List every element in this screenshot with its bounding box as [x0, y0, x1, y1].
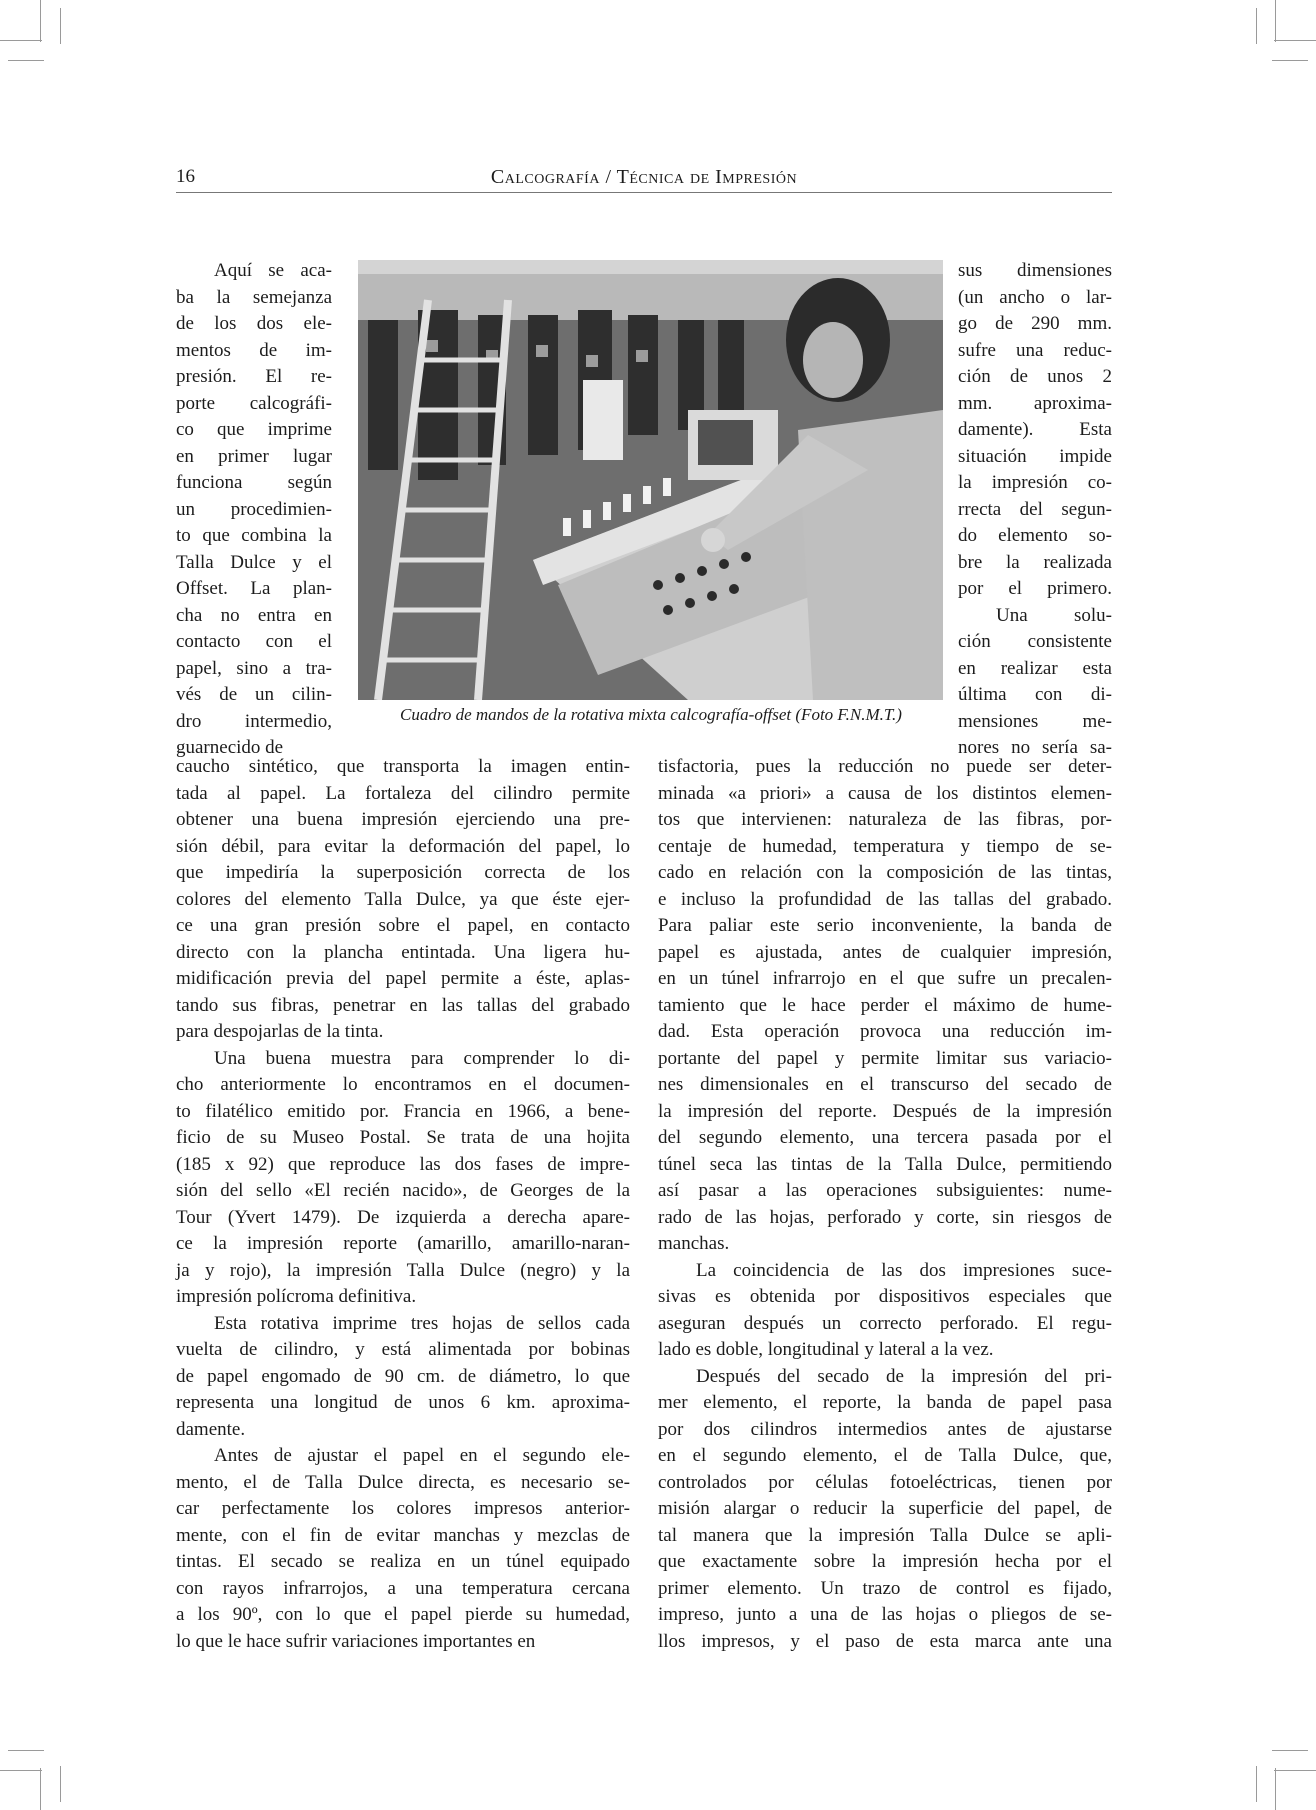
text-line: aseguran después un correcto perforado. El regu- — [658, 1312, 1112, 1334]
text-line: sión débil, para evitar la deformación del papel, lo — [176, 835, 630, 857]
text-line: vés de un cilin- — [176, 684, 332, 705]
text-line: mente, con el fin de evitar manchas y mezclas de — [176, 1524, 630, 1546]
text-line: la impresión del reporte. Después de la impresión — [658, 1100, 1112, 1122]
text-line: del segundo elemento, una tercera pasada por el — [658, 1127, 1112, 1148]
text-line: Para paliar este serio inconveniente, la banda de — [658, 915, 1112, 936]
text-line: go de 290 mm. — [958, 313, 1112, 334]
text-line: a los 90º, con lo que el papel pierde su humedad, — [176, 1604, 630, 1625]
text-line: túnel seca las tintas de la Talla Dulce, permitiendo — [658, 1153, 1112, 1175]
text-line: impresión polícroma definitiva. — [176, 1286, 417, 1307]
text-line: así pasar a las operaciones subsiguientes: nume- — [658, 1180, 1112, 1201]
text-line: damente. — [176, 1418, 246, 1440]
text-line: guarnecido de — [176, 737, 284, 758]
text-line: damente). Esta — [958, 419, 1112, 440]
text-line: tando sus fibras, penetrar en las tallas del grabado — [176, 994, 630, 1016]
crop-mark — [1275, 1768, 1276, 1810]
text-line: de los dos ele- — [176, 313, 332, 334]
text-line: car perfectamente los colores impresos anterior- — [176, 1498, 630, 1519]
control-panel-photo — [358, 260, 943, 700]
page-number: 16 — [176, 166, 195, 187]
text-line: portante del papel y permite limitar sus variacio- — [658, 1047, 1112, 1069]
text-line: dro intermedio, — [176, 710, 332, 732]
text-line: mento, el de Talla Dulce directa, es necesario se- — [176, 1471, 630, 1493]
text-line: do elemento so- — [958, 525, 1112, 546]
crop-mark — [1256, 1766, 1257, 1802]
text-line: para despojarlas de la tinta. — [176, 1021, 384, 1042]
crop-mark — [60, 1766, 61, 1802]
text-line: ba la semejanza — [176, 286, 332, 308]
text-line: impreso, junto a una de las hojas o pliegos de se- — [658, 1604, 1112, 1625]
text-line: ja y rojo), la impresión Talla Dulce (negro) y la — [176, 1259, 630, 1281]
text-line: última con di- — [958, 684, 1112, 705]
text-line: tal manera que la impresión Talla Dulce se apli- — [658, 1524, 1112, 1546]
text-line: mer elemento, el reporte, la banda de papel pasa — [658, 1392, 1112, 1413]
crop-mark — [0, 40, 42, 41]
text-line: cha no entra en — [176, 604, 332, 626]
text-line: tos que intervienen: naturaleza de las fibras, por- — [658, 809, 1112, 830]
crop-mark — [1256, 8, 1257, 44]
figure-caption: Cuadro de mandos de la rotativa mixta calcografía-offset (Foto F.N.M.T.) — [400, 705, 902, 724]
text-line: Antes de ajustar el papel en el segundo ele- — [214, 1445, 630, 1466]
text-line: vuelta de cilindro, y está alimentada por bobinas — [176, 1339, 630, 1360]
text-line: cho anteriormente lo encontramos en el documen- — [176, 1074, 630, 1095]
text-line: nes dimensionales en el transcurso del secado de — [658, 1074, 1112, 1095]
text-line: ce una gran presión sobre el papel, en contacto — [176, 915, 630, 936]
crop-mark — [40, 1768, 41, 1810]
text-line: primer elemento. Un trazo de control es fijado, — [658, 1577, 1112, 1599]
text-line: sivas es obtenida por dispositivos especiales que — [658, 1286, 1112, 1307]
text-line: tisfactoria, pues la reducción no puede ser deter- — [658, 756, 1112, 777]
text-line: obtener una buena impresión ejerciendo una pre- — [176, 809, 630, 830]
text-line: Aquí se aca- — [214, 260, 332, 281]
crop-mark — [1272, 1750, 1308, 1751]
text-line: controlados por células fotoeléctricas, tienen por — [658, 1471, 1112, 1493]
text-line: sus dimensiones — [958, 260, 1112, 281]
text-line: por el primero. — [958, 578, 1112, 599]
text-line: por dos cilindros intermedios antes de ajustarse — [658, 1418, 1112, 1440]
text-line: papel es ajustada, antes de cualquier impresión, — [658, 941, 1112, 963]
text-line: to que combina la — [176, 525, 332, 546]
text-line: presión. El re- — [176, 366, 332, 387]
text-line: minada «a priori» a causa de los distintos elemen- — [658, 782, 1112, 804]
text-line: un procedimien- — [176, 498, 332, 520]
text-line: Talla Dulce y el — [176, 551, 332, 573]
crop-mark — [60, 8, 61, 44]
text-line: manchas. — [658, 1233, 730, 1254]
text-line: en el segundo elemento, el de Talla Dulce, que, — [658, 1445, 1112, 1466]
text-line: la impresión co- — [958, 472, 1112, 493]
text-line: ficio de su Museo Postal. Se trata de una hojita — [176, 1127, 630, 1148]
crop-mark — [1274, 40, 1316, 41]
text-line: bre la realizada — [958, 551, 1112, 573]
text-line: ción de unos 2 — [958, 366, 1112, 387]
text-line: contacto con el — [176, 631, 332, 652]
crop-mark — [8, 60, 44, 61]
text-line: de papel engomado de 90 cm. de diámetro, lo que — [176, 1365, 630, 1387]
text-line: Tour (Yvert 1479). De izquierda a derecha apare- — [176, 1206, 630, 1228]
text-line: mm. aproxima- — [958, 392, 1112, 414]
text-line: colores del elemento Talla Dulce, ya que éste ejer- — [176, 888, 630, 910]
text-line: ción consistente — [958, 631, 1112, 652]
text-line: La coincidencia de las dos impresiones suce- — [696, 1259, 1112, 1281]
text-line: Offset. La plan- — [176, 578, 332, 599]
text-line: mensiones me- — [958, 710, 1112, 732]
text-line: Esta rotativa imprime tres hojas de sellos cada — [214, 1312, 630, 1334]
text-line: tintas. El secado se realiza en un túnel equipado — [176, 1551, 630, 1572]
text-line: midificación previa del papel permite a éste, aplas- — [176, 968, 630, 989]
text-line: llos impresos, y el paso de esta marca ante una — [658, 1630, 1112, 1652]
text-line: papel, sino a tra- — [176, 657, 332, 679]
text-line: en primer lugar — [176, 445, 332, 467]
crop-mark — [1274, 1770, 1316, 1771]
text-line: tada al papel. La fortaleza del cilindro permite — [176, 782, 630, 804]
text-line: dad. Esta operación provoca una reducción im- — [658, 1021, 1112, 1042]
text-line: mentos de im- — [176, 339, 332, 361]
text-line: caucho sintético, que transporta la imagen entin- — [176, 756, 630, 777]
text-line: representa una longitud de unos 6 km. aproxima- — [176, 1392, 630, 1413]
text-line: lado es doble, longitudinal y lateral a la vez. — [658, 1339, 994, 1360]
text-line: directo con la plancha entintada. Una ligera hu- — [176, 941, 630, 963]
text-line: funciona según — [176, 472, 332, 493]
text-line: e incluso la profundidad de las tallas del grabado. — [658, 888, 1112, 910]
text-line: lo que le hace sufrir variaciones importantes en — [176, 1630, 536, 1652]
text-line: (un ancho o lar- — [958, 286, 1112, 308]
text-line: to filatélico emitido por. Francia en 1966, a bene- — [176, 1100, 630, 1122]
text-line: rado de las hojas, perforado y corte, sin riesgos de — [658, 1206, 1112, 1228]
text-line: que impediría la superposición correcta de los — [176, 862, 630, 883]
crop-mark — [8, 1750, 44, 1751]
crop-mark — [0, 1770, 42, 1771]
text-line: co que imprime — [176, 419, 332, 440]
text-line: sufre una reduc- — [958, 339, 1112, 361]
text-line: en realizar esta — [958, 657, 1112, 679]
crop-mark — [1275, 0, 1276, 42]
text-line: rrecta del segun- — [958, 498, 1112, 520]
text-line: en un túnel infrarrojo en el que sufre un precalen- — [658, 968, 1112, 989]
text-line: Después del secado de la impresión del pri- — [696, 1365, 1112, 1387]
text-line: porte calcográfi- — [176, 392, 332, 414]
text-line: nores no sería sa- — [958, 737, 1112, 758]
crop-mark — [40, 0, 41, 42]
text-line: Una solu- — [996, 604, 1112, 626]
text-line: misión alargar o reducir la superficie del papel, de — [658, 1498, 1112, 1519]
crop-mark — [1272, 60, 1308, 61]
text-line: cado en relación con la composición de las tintas, — [658, 862, 1112, 883]
text-line: Una buena muestra para comprender lo di- — [214, 1047, 630, 1069]
text-line: con rayos infrarrojos, a una temperatura cercana — [176, 1577, 630, 1599]
text-line: situación impide — [958, 445, 1112, 467]
running-title: Calcografía / Técnica de Impresión — [490, 166, 798, 188]
text-line: centaje de humedad, temperatura y tiempo de se- — [658, 835, 1112, 857]
text-line: sión del sello «El recién nacido», de Georges de la — [176, 1180, 630, 1201]
text-line: que exactamente sobre la impresión hecha por el — [658, 1551, 1112, 1572]
text-line: (185 x 92) que reproduce las dos fases de impre- — [176, 1153, 630, 1175]
text-line: ce la impresión reporte (amarillo, amarillo-naran- — [176, 1233, 630, 1254]
text-line: tamiento que le hace perder el máximo de hume- — [658, 994, 1112, 1016]
running-header — [176, 166, 1112, 193]
